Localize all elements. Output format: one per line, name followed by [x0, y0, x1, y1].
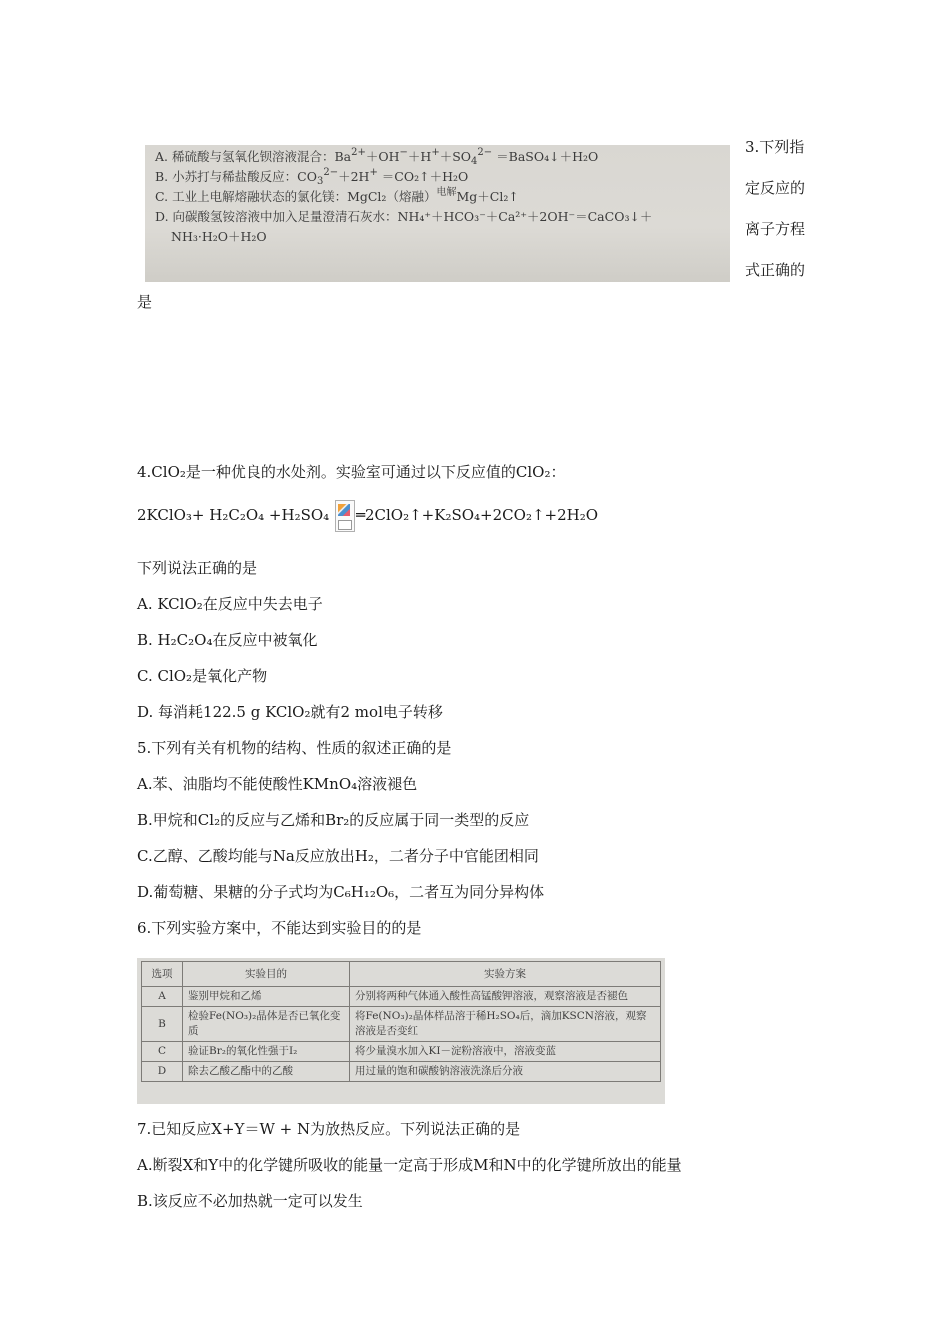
- q3-option-a: A. 稀硫酸与氢氧化钡溶液混合：$Ba^{2+}+OH^-+H^++SO_4^{2-}$ ＝BaSO₄↓＋H₂O: [155, 147, 599, 167]
- q3-option-d-continued: NH₃·H₂O＋H₂O: [171, 229, 267, 244]
- q5-option-c: C.乙醇、乙酸均能与Na反应放出H₂，二者分子中官能团相同: [137, 847, 539, 865]
- q4-equation-left: 2KClO₃+ H₂C₂O₄ +H₂SO₄: [137, 506, 334, 524]
- q4-option-c: C. ClO₂是氧化产物: [137, 667, 268, 685]
- table-row: [142, 1042, 661, 1062]
- q4-option-a: A. KClO₂在反应中失去电子: [137, 595, 323, 613]
- q4-option-b: B. H₂C₂O₄在反应中被氧化: [137, 631, 318, 649]
- table-cell: 将Fe(NO₃)₂晶体样品溶于稀H₂SO₄后，滴加KSCN溶液，观察溶液是否变红: [350, 1007, 661, 1042]
- q3-stem-line: 式正确的: [745, 261, 806, 279]
- table-row: [142, 1062, 661, 1082]
- table-cell: 用过量的饱和碳酸钠溶液洗涤后分液: [350, 1062, 661, 1082]
- table-header: 实验方案: [350, 962, 661, 987]
- table-header: 实验目的: [183, 962, 350, 987]
- q5-stem: 5.下列有关有机物的结构、性质的叙述正确的是: [137, 739, 452, 757]
- q4-equation: [137, 500, 598, 532]
- q3-option-b: B. 小苏打与稀盐酸反应：$CO_3^{2-}+2H^+$ ＝CO₂↑＋H₂O: [155, 167, 469, 187]
- q3-option-c: C. 工业上电解熔融状态的氯化镁：MgCl₂（熔融）$^{电解}$Mg＋Cl₂↑: [155, 187, 519, 204]
- table-row: [142, 1007, 661, 1042]
- q3-option-d: D. 向碳酸氢铵溶液中加入足量澄清石灰水：NH₄⁺＋HCO₃⁻＋Ca²⁺＋2OH⁻＝CaCO₃↓＋: [155, 209, 653, 224]
- q4-stem: 4.ClO₂是一种优良的水处剂。实验室可通过以下反应值的ClO₂：: [137, 463, 566, 481]
- table-cell: 鉴别甲烷和乙烯: [183, 987, 350, 1007]
- table-cell: 检验Fe(NO₃)₂晶体是否已氧化变质: [183, 1007, 350, 1042]
- table-cell: D: [142, 1062, 183, 1082]
- q7-option-b: B.该反应不必加热就一定可以发生: [137, 1192, 363, 1210]
- q3-stem: [745, 127, 815, 291]
- table-cell: 除去乙酸乙酯中的乙酸: [183, 1062, 350, 1082]
- q4-question: 下列说法正确的是: [137, 559, 258, 577]
- table-cell: 验证Br₂的氧化性强于I₂: [183, 1042, 350, 1062]
- q5-option-a: A.苯、油脂均不能使酸性KMnO₄溶液褪色: [137, 775, 418, 793]
- table-row: [142, 987, 661, 1007]
- q3-stem-line: 3.下列指: [745, 138, 805, 156]
- q5-option-d: D.葡萄糖、果糖的分子式均为C₆H₁₂O₆，二者互为同分异构体: [137, 883, 545, 901]
- table-cell: C: [142, 1042, 183, 1062]
- q5-option-b: B.甲烷和Cl₂的反应与乙烯和Br₂的反应属于同一类型的反应: [137, 811, 530, 829]
- broken-image-icon: [335, 500, 355, 532]
- table-cell: A: [142, 987, 183, 1007]
- table-cell: 将少量溴水加入KI－淀粉溶液中，溶液变蓝: [350, 1042, 661, 1062]
- table-cell: B: [142, 1007, 183, 1042]
- table-cell: 分别将两种气体通入酸性高锰酸钾溶液，观察溶液是否褪色: [350, 987, 661, 1007]
- q3-stem-line: 离子方程: [745, 220, 806, 238]
- q3-scanned-options: [145, 145, 730, 282]
- q7-stem: 7.已知反应X+Y＝W + N为放热反应。下列说法正确的是: [137, 1120, 521, 1138]
- table-header: 选项: [142, 962, 183, 987]
- q3-stem-line: 定反应的: [745, 179, 806, 197]
- q6-stem: 6.下列实验方案中，不能达到实验目的的是: [137, 919, 422, 937]
- q6-table: [141, 961, 661, 1082]
- q6-table-image: [137, 958, 665, 1104]
- q4-option-d: D. 每消耗122.5 g KClO₂就有2 mol电子转移: [137, 703, 443, 721]
- q3-stem-tail: 是: [137, 293, 153, 311]
- table-header-row: [142, 962, 661, 987]
- q4-equation-right: ═2ClO₂↑+K₂SO₄+2CO₂↑+2H₂O: [355, 506, 599, 524]
- q7-option-a: A.断裂X和Y中的化学键所吸收的能量一定高于形成M和N中的化学键所放出的能量: [137, 1156, 682, 1174]
